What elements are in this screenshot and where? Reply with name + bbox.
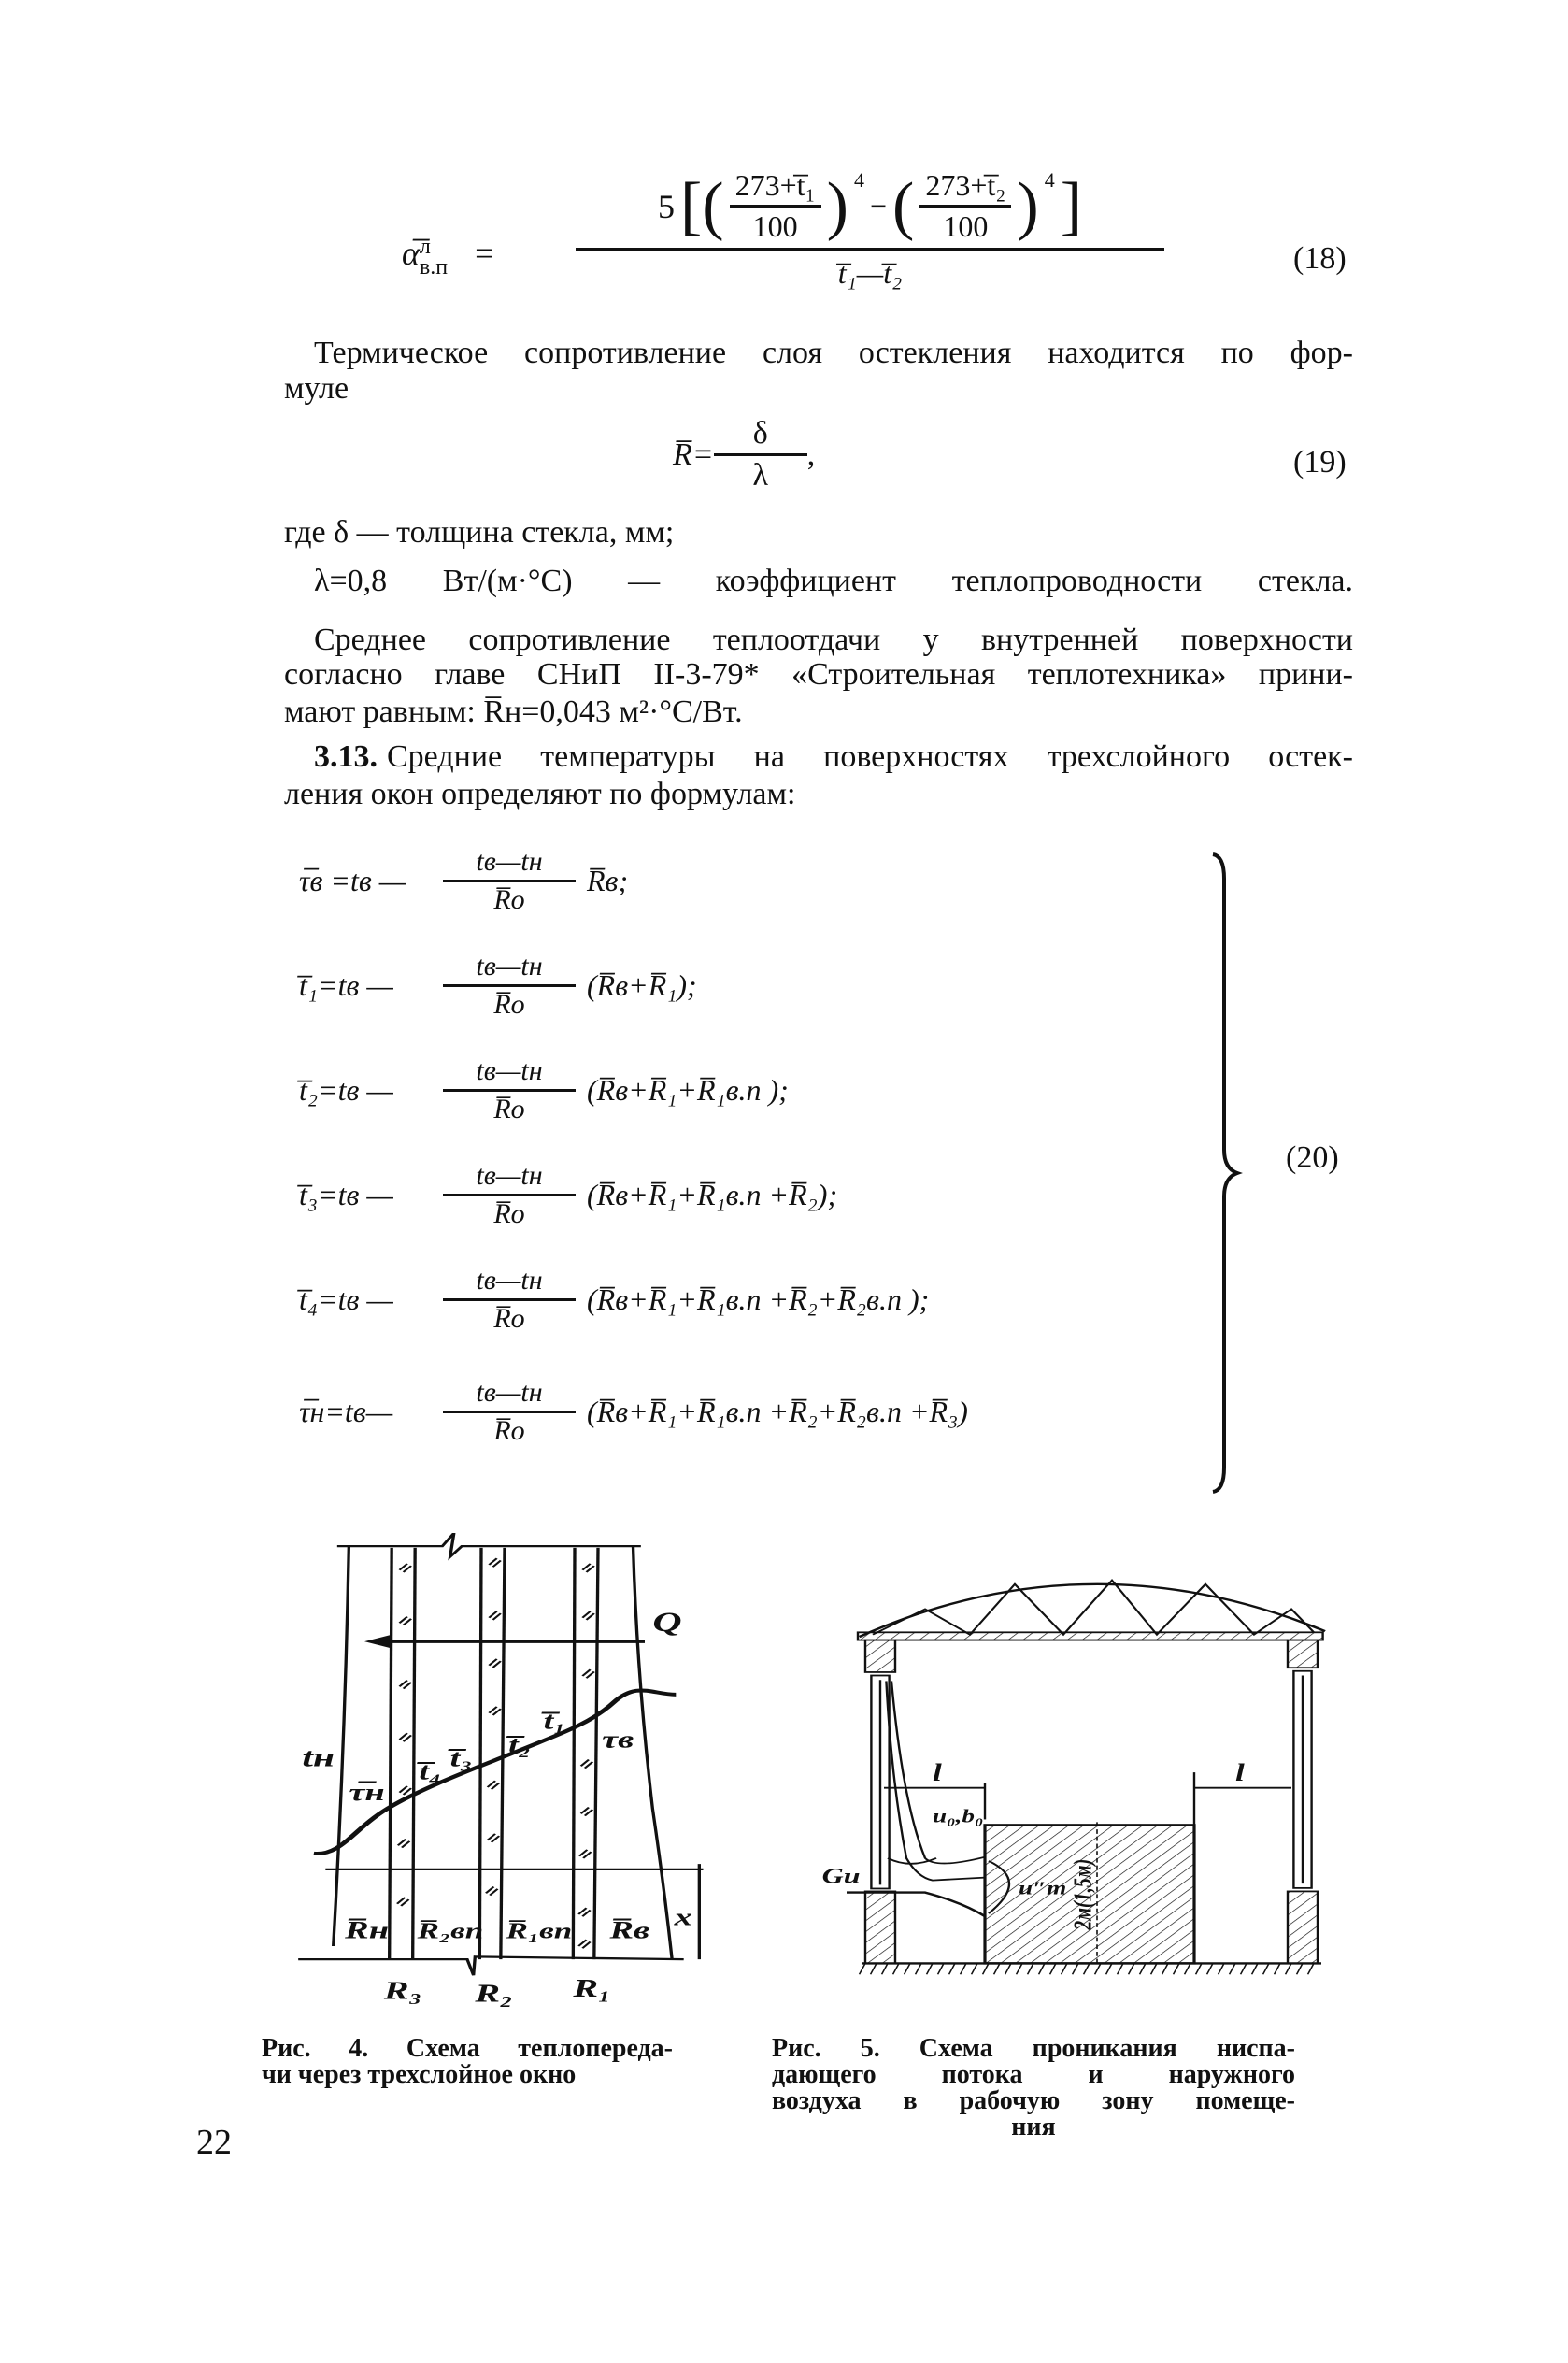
eq20-row-lhs: t̅₂=tв —	[299, 1073, 393, 1107]
fig4-label-R1vp: R̅₁вп	[506, 1918, 573, 1944]
fig5-label-um: u″m	[1019, 1878, 1067, 1899]
fig4-label-R1: R₁	[573, 1974, 611, 2003]
fig4-caption-line1: Рис. 4. Схема теплопереда-	[262, 2034, 673, 2063]
fig5-caption-line2: дающего потока и наружного	[772, 2060, 1295, 2089]
fig4-label-R3: R₃	[383, 1977, 422, 2006]
fig5-left-wall-bottom	[865, 1891, 895, 1963]
eq20-row	[299, 1160, 837, 1230]
right-brace	[1205, 851, 1243, 1496]
where-line1: где δ — толщина стекла, мм;	[284, 515, 675, 550]
fig4-label-R2vp: R̅₂вп	[417, 1918, 484, 1944]
figure-5-caption	[772, 2036, 1295, 2141]
fig5-caption-line4: ния	[1011, 2112, 1056, 2141]
eq20-row-rhs: (R̅в+R̅₁+R̅₁в.п +R̅₂+R̅₂в.п );	[587, 1282, 930, 1316]
eq19-number: (19)	[1293, 445, 1347, 480]
eq20-row	[299, 951, 697, 1021]
eq18-minus: −	[869, 189, 888, 222]
eq18-lhs	[402, 234, 493, 278]
eq20-row-lhs: t̅₄=tв —	[299, 1282, 393, 1316]
eq20-denominator: R̅о	[493, 1303, 525, 1334]
fig4-label-tn: tн	[302, 1741, 335, 1772]
eq20-row	[299, 846, 628, 916]
eq20-denominator: R̅о	[493, 1094, 525, 1124]
para2-line3: мают равным: R̅н=0,043 м²·°С/Вт.	[284, 695, 743, 729]
eq18-denominator: t̅₁—t̅₂	[837, 256, 903, 290]
figure-4-caption	[262, 2036, 673, 2088]
fig5-caption-line1: Рис. 5. Схема проникания ниспа-	[772, 2034, 1295, 2063]
figure-5-diagram	[813, 1570, 1336, 1991]
section-number: 3.13.	[314, 739, 378, 774]
eq20-denominator: R̅о	[493, 1198, 525, 1229]
fig4-bottom-edge	[298, 1956, 683, 1975]
eq20-numerator: tв—tн	[443, 1160, 576, 1196]
fig5-label-Gu: Gu	[821, 1864, 861, 1889]
eq20-denominator: R̅о	[493, 884, 525, 915]
eq20-numerator: tв—tн	[443, 951, 576, 987]
section-313-text: Средние температуры на поверхностях трехслойного остек-	[387, 739, 1353, 774]
eq18-term1-denominator: 100	[752, 209, 798, 243]
fig5-caption-line3: воздуха в рабочую зону помеще-	[772, 2086, 1295, 2115]
fig5-label-u0b0: u₀,b₀	[933, 1806, 984, 1827]
fig4-left-boundary	[334, 1546, 349, 1946]
eq20-row	[299, 1055, 789, 1125]
fig4-label-tau-v: τв	[602, 1726, 634, 1754]
fig4-label-t1: t̅₁	[543, 1708, 566, 1736]
eq20-number: (20)	[1286, 1140, 1339, 1175]
figure-4-diagram	[294, 1533, 715, 2010]
eq20-row-rhs: (R̅в+R̅₁+R̅₁в.п +R̅₂+R̅₂в.п +R̅₃)	[587, 1395, 968, 1428]
eq20-row-fraction	[439, 951, 579, 1021]
section-313-line1	[314, 738, 1353, 776]
equation-18	[392, 168, 1383, 327]
eq20-row-rhs: (R̅в+R̅₁+R̅₁в.п );	[587, 1073, 789, 1107]
eq20-numerator: tв—tн	[443, 1377, 576, 1413]
fig4-label-t2: t̅₂	[508, 1731, 532, 1759]
fig4-label-R2: R₂	[475, 1980, 513, 2008]
eq20-row-lhs: t̅₃=tв —	[299, 1178, 393, 1211]
eq20-row-fraction	[439, 846, 579, 916]
para1-line1: Термическое сопротивление слоя остекления находится по фор-	[314, 336, 1353, 370]
eq19-numerator: δ	[714, 416, 807, 456]
para1-line2: муле	[284, 371, 349, 406]
eq20-numerator: tв—tн	[443, 1265, 576, 1301]
eq20-row-fraction	[439, 1055, 579, 1125]
fig4-temperature-curve	[314, 1690, 677, 1854]
eq20-row-fraction	[439, 1160, 579, 1230]
eq18-coefficient: 5	[657, 187, 675, 225]
fig5-roof-slab	[858, 1632, 1323, 1640]
eq18-power2: 4	[1044, 168, 1055, 192]
fig4-label-x: x	[674, 1904, 692, 1931]
eq18-sub: в.п	[419, 254, 449, 279]
eq19-lhs: R̅=	[673, 437, 714, 472]
eq20-row-lhs: τ̅в =tв —	[299, 864, 406, 897]
eq19-comma: ,	[806, 437, 816, 472]
fig5-right-wall-bottom	[1288, 1891, 1318, 1963]
eq20-row-rhs: (R̅в+R̅₁+R̅₁в.п +R̅₂);	[587, 1178, 838, 1211]
eq20-numerator: tв—tн	[443, 1055, 576, 1092]
eq20-row-fraction	[439, 1265, 579, 1335]
eq20-row-lhs: t̅₁=tв —	[299, 968, 393, 1002]
eq20-row-rhs: (R̅в+R̅₁);	[587, 968, 697, 1002]
fig4-label-Q: Q	[652, 1607, 682, 1638]
eq20-row	[299, 1265, 929, 1335]
fig4-caption-line2: чи через трехслойное окно	[262, 2060, 577, 2089]
eq18-term1-numerator: 273+t̅₁	[730, 168, 821, 208]
eq18-fraction: 5 [( $\frac{\text{273+t̅₁}}{100}$ ) $^4$ − ( $\frac{\text{273+t̅₂}}{100}$ ) $^4$ ] t̅₁—t̅₂	[576, 168, 1164, 291]
eq20-row-fraction	[439, 1377, 579, 1447]
where-line2: λ=0,8 Вт/(м·°С) — коэффициент теплопроводности стекла.	[314, 564, 1353, 598]
fig5-left-wall-top	[865, 1640, 895, 1672]
eq18-number: (18)	[1293, 241, 1347, 276]
para2-line1: Среднее сопротивление теплоотдачи у внутренней поверхности	[314, 623, 1353, 657]
eq20-row-rhs: R̅в;	[587, 864, 629, 897]
para2-line2: согласно главе СНиП II-3-79* «Строительная теплотехника» прини-	[284, 657, 1353, 692]
section-313-line2: ления окон определяют по формулам:	[284, 777, 796, 811]
eq18-alpha: α̅	[402, 235, 420, 272]
fig5-label-height: 2м(1,5м)	[1069, 1858, 1098, 1930]
eq20-denominator: R̅о	[493, 1415, 525, 1446]
eq18-sup: л	[419, 234, 431, 259]
fig5-label-l-right: l	[1235, 1758, 1245, 1786]
fig5-label-l-left: l	[933, 1758, 942, 1786]
fig4-arrowhead	[364, 1635, 392, 1649]
page-number: 22	[196, 2123, 232, 2162]
eq20-denominator: R̅о	[493, 989, 525, 1020]
fig4-label-t4: t̅₄	[419, 1758, 442, 1785]
fig5-ground-hatch	[860, 1963, 1314, 1974]
fig4-label-tau-n: τ̅н	[349, 1779, 385, 1807]
eq20-row-lhs: τ̅н=tв—	[299, 1395, 393, 1428]
eq20-row	[299, 1377, 968, 1447]
eq18-term2-numerator: 273+t̅₂	[919, 168, 1011, 208]
fig4-glass-hatching	[397, 1558, 594, 1948]
eq19-denominator: λ	[752, 458, 768, 493]
fig4-label-Rn: R̅н	[345, 1917, 389, 1944]
eq18-equals: =	[475, 235, 494, 272]
eq20-numerator: tв—tн	[443, 846, 576, 882]
fig5-right-wall-top	[1288, 1640, 1318, 1668]
fig4-label-Rv: R̅в	[609, 1917, 650, 1944]
eq18-power1: 4	[853, 168, 864, 192]
eq18-term2-denominator: 100	[943, 209, 989, 243]
fig4-label-t3: t̅₃	[449, 1745, 473, 1772]
equation-19	[673, 416, 815, 494]
fig4-top-edge	[337, 1533, 641, 1557]
